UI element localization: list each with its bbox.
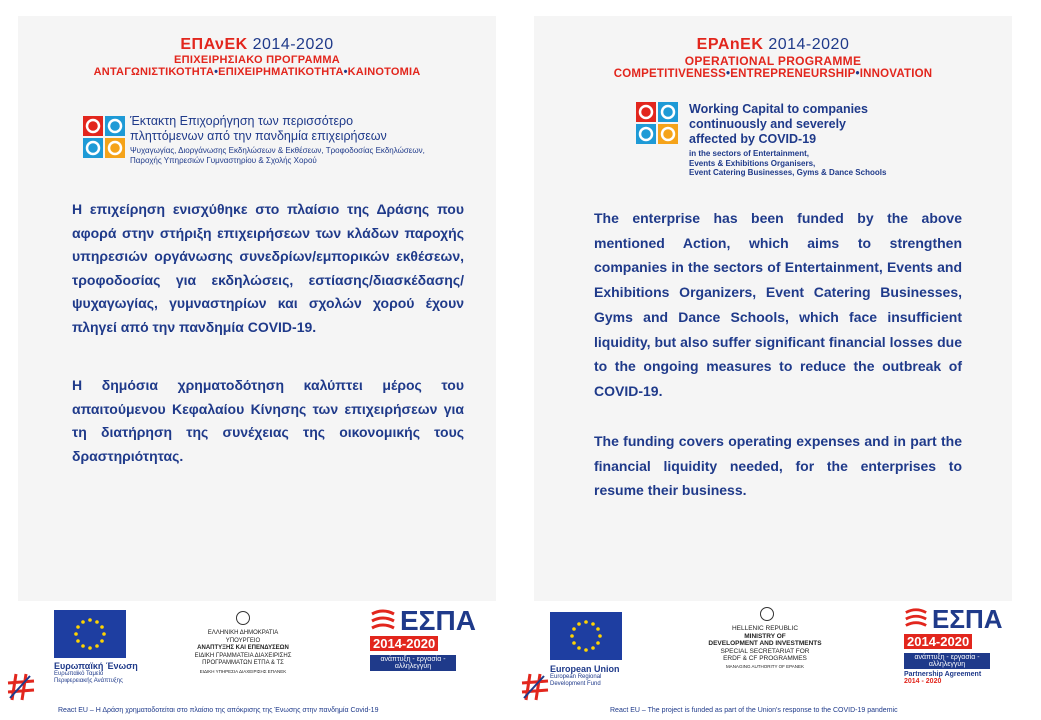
greek-crest-icon	[236, 611, 250, 625]
ministry-line: ΕΙΔΙΚΗ ΥΠΗΡΕΣΙΑ ΔΙΑΧΕΙΡΙΣΗΣ ΕΠΑΝΕΚ	[199, 668, 287, 674]
action-subtitle-line: Παροχής Υπηρεσιών Γυμναστηρίου & Σχολής Χορού	[130, 155, 317, 165]
espa-word: ΕΣΠΑ	[400, 605, 476, 636]
ministry-line: SPECIAL SECRETARIAT FOR	[720, 647, 810, 655]
ministry-line: ΥΠΟΥΡΓΕΙΟ	[225, 637, 261, 644]
keyword: ΚΑΙΝΟΤΟΜΙΑ	[347, 66, 421, 78]
epanek-name: ΕΠΑνΕΚ	[180, 36, 248, 53]
epanek-logo-title	[534, 36, 1012, 54]
eu-label-line: European Regional	[550, 674, 602, 680]
epanek-years: 2014-2020	[252, 36, 334, 53]
greek-poster	[0, 0, 500, 720]
description-paragraph-1: The enterprise has been funded by the above mentioned Action, which aims to strengthen companies in the sectors of Entertainment, Events and Exhibitions Organizers, Event Catering Businesses, Gyms and Dance Schools, which face insufficient liquidity, but also suffer significant financial losses due to the ongoing measures to reduce the outbreak of COVID-19.	[594, 210, 962, 399]
ministry-line: MANAGING AUTHORITY OF EPANEK	[725, 663, 805, 669]
espa-logo	[904, 606, 1003, 685]
epanek-logo-title	[18, 36, 496, 54]
eu-label-line: Ευρωπαϊκό Ταμείο	[54, 671, 104, 677]
ministry-line: MINISTRY OF	[744, 632, 786, 640]
action-title-line: continuously and severely	[689, 117, 846, 131]
keyword: ΑΝΤΑΓΩΝΙΣΤΙΚΟΤΗΤΑ	[93, 66, 215, 78]
greek-content-panel	[18, 16, 496, 601]
programme-label: ΕΠΙΧΕΙΡΗΣΙΑΚΟ ΠΡΟΓΡΑΜΜΑ	[173, 54, 341, 66]
keyword: INNOVATION	[859, 68, 933, 80]
action-title-block	[689, 102, 989, 178]
action-subtitle-line: Event Catering Businesses, Gyms & Dance Schools	[689, 168, 887, 177]
eu-label-line: Ευρωπαϊκή Ένωση	[54, 661, 138, 671]
espa-slogan: ανάπτυξη - εργασία - αλληλεγγύη	[370, 655, 456, 671]
ministry-line: HELLENIC REPUBLIC	[731, 625, 799, 632]
partnership-label: Partnership Agreement	[904, 671, 982, 678]
eu-flag-icon	[54, 610, 126, 658]
greek-crest-icon	[760, 607, 774, 621]
action-logo-icon	[636, 102, 678, 144]
react-eu-footer-text: React EU – Η Δράση χρηματοδοτείται στο πλαίσιο της απόκρισης της Ένωσης στην πανδημία Covid-19	[58, 707, 379, 714]
espa-word: ΕΣΠΑ	[932, 604, 1003, 634]
ministry-line: ΠΡΟΓΡΑΜΜΑΤΩΝ ΕΤΠΑ & ΤΣ	[202, 660, 284, 666]
programme-keywords: ΑΝΤΑΓΩΝΙΣΤΙΚΟΤΗΤΑ•ΕΠΙΧΕΙΡΗΜΑΤΙΚΟΤΗΤΑ•ΚΑΙΝΟΤΟΜΙΑ	[93, 66, 421, 78]
ministry-line: ΕΛΛΗΝΙΚΗ ΔΗΜΟΚΡΑΤΙΑ	[207, 630, 279, 636]
eu-label-line: European Union	[550, 664, 620, 674]
epanek-name: EPAnEK	[696, 36, 764, 53]
description-paragraph-1: Η επιχείρηση ενισχύθηκε στο πλαίσιο της Δράσης που αφορά στην στήριξη επιχειρήσεων των κλάδων παροχής υπηρεσιών οργάνωσης συνεδρίων/εμπορικών εκθέσεων, τροφοδοσίας για εκδηλώσεις, εστίασης/διασκέδασης/ψυχαγωγίας, γυμναστηρίων και σχολών χορού έχουν πληγεί από την πανδημία COVID-19.	[72, 201, 464, 335]
action-title-line: Working Capital to companies	[689, 102, 868, 116]
eu-label	[54, 661, 164, 685]
action-subtitle-line: in the sectors of Entertainment,	[689, 149, 810, 158]
keyword: ΕΠΙΧΕΙΡΗΜΑΤΙΚΟΤΗΤΑ	[218, 66, 344, 78]
english-content-panel	[534, 16, 1012, 601]
espa-waves-icon	[370, 608, 396, 634]
ministry-line: ERDF & CF PROGRAMMES	[723, 655, 807, 662]
description-paragraph-2: Η δημόσια χρηματοδότηση καλύπτει μέρος του απαιτούμενου Κεφαλαίου Κίνησης των επιχειρήσεων για τη διατήρηση της συνέχειας της οικονομικής τους δραστηριότητας.	[72, 377, 464, 464]
espa-years: 2014-2020	[370, 636, 438, 651]
react-eu-hash-icon	[520, 672, 550, 702]
ministry-block	[180, 630, 306, 675]
espa-years: 2014-2020	[904, 634, 972, 649]
epanek-years: 2014-2020	[768, 36, 850, 53]
action-subtitle-line: Events & Exhibitions Organisers,	[689, 158, 816, 168]
action-title-block	[130, 114, 490, 165]
action-title-line: affected by COVID-19	[689, 132, 817, 146]
espa-slogan: ανάπτυξη - εργασία - αλληλεγγύη	[904, 653, 990, 669]
espa-logo	[370, 605, 476, 671]
eu-label-line: Περιφερειακής Ανάπτυξης	[54, 678, 123, 684]
partnership-agreement	[904, 671, 1003, 685]
action-title-line: Έκτακτη Επιχορήγηση των περισσότερο	[130, 114, 354, 128]
description-paragraph-2: The funding covers operating expenses and in part the financial liquidity needed, for the enterprises to resume their business.	[594, 433, 962, 499]
partnership-years: 2014 - 2020	[904, 678, 942, 685]
react-eu-hash-icon	[6, 672, 36, 702]
action-title-line: πληττόμενων από την πανδημία επιχειρήσεων	[130, 129, 387, 143]
keyword: ENTREPRENEURSHIP	[730, 68, 856, 80]
programme-keywords: COMPETITIVENESS•ENTREPRENEURSHIP•INNOVATION	[613, 68, 933, 80]
english-poster	[520, 0, 1020, 720]
keyword: COMPETITIVENESS	[613, 68, 727, 80]
ministry-line: DEVELOPMENT AND INVESTMENTS	[708, 640, 822, 647]
action-subtitle-line: Ψυχαγωγίας, Διοργάνωσης Εκδηλώσεων & Εκθέσεων, Τροφοδοσίας Εκδηλώσεων,	[130, 146, 425, 155]
eu-label-line: Development Fund	[550, 681, 601, 687]
programme-label: OPERATIONAL PROGRAMME	[684, 54, 862, 68]
react-eu-footer-text: React EU – The project is funded as part of the Union's response to the COVID-19 pandemic	[610, 707, 898, 714]
eu-label	[550, 664, 660, 688]
ministry-line: ΕΙΔΙΚΗ ΓΡΑΜΜΑΤΕΙΑ ΔΙΑΧΕΙΡΙΣΗΣ	[194, 652, 292, 659]
eu-flag-icon	[550, 612, 622, 660]
ministry-line: ΑΝΑΠΤΥΞΗΣ ΚΑΙ ΕΠΕΝΔΥΣΕΩΝ	[197, 645, 289, 651]
espa-waves-icon	[904, 607, 928, 631]
ministry-block	[698, 625, 832, 670]
action-logo-icon	[83, 116, 125, 158]
